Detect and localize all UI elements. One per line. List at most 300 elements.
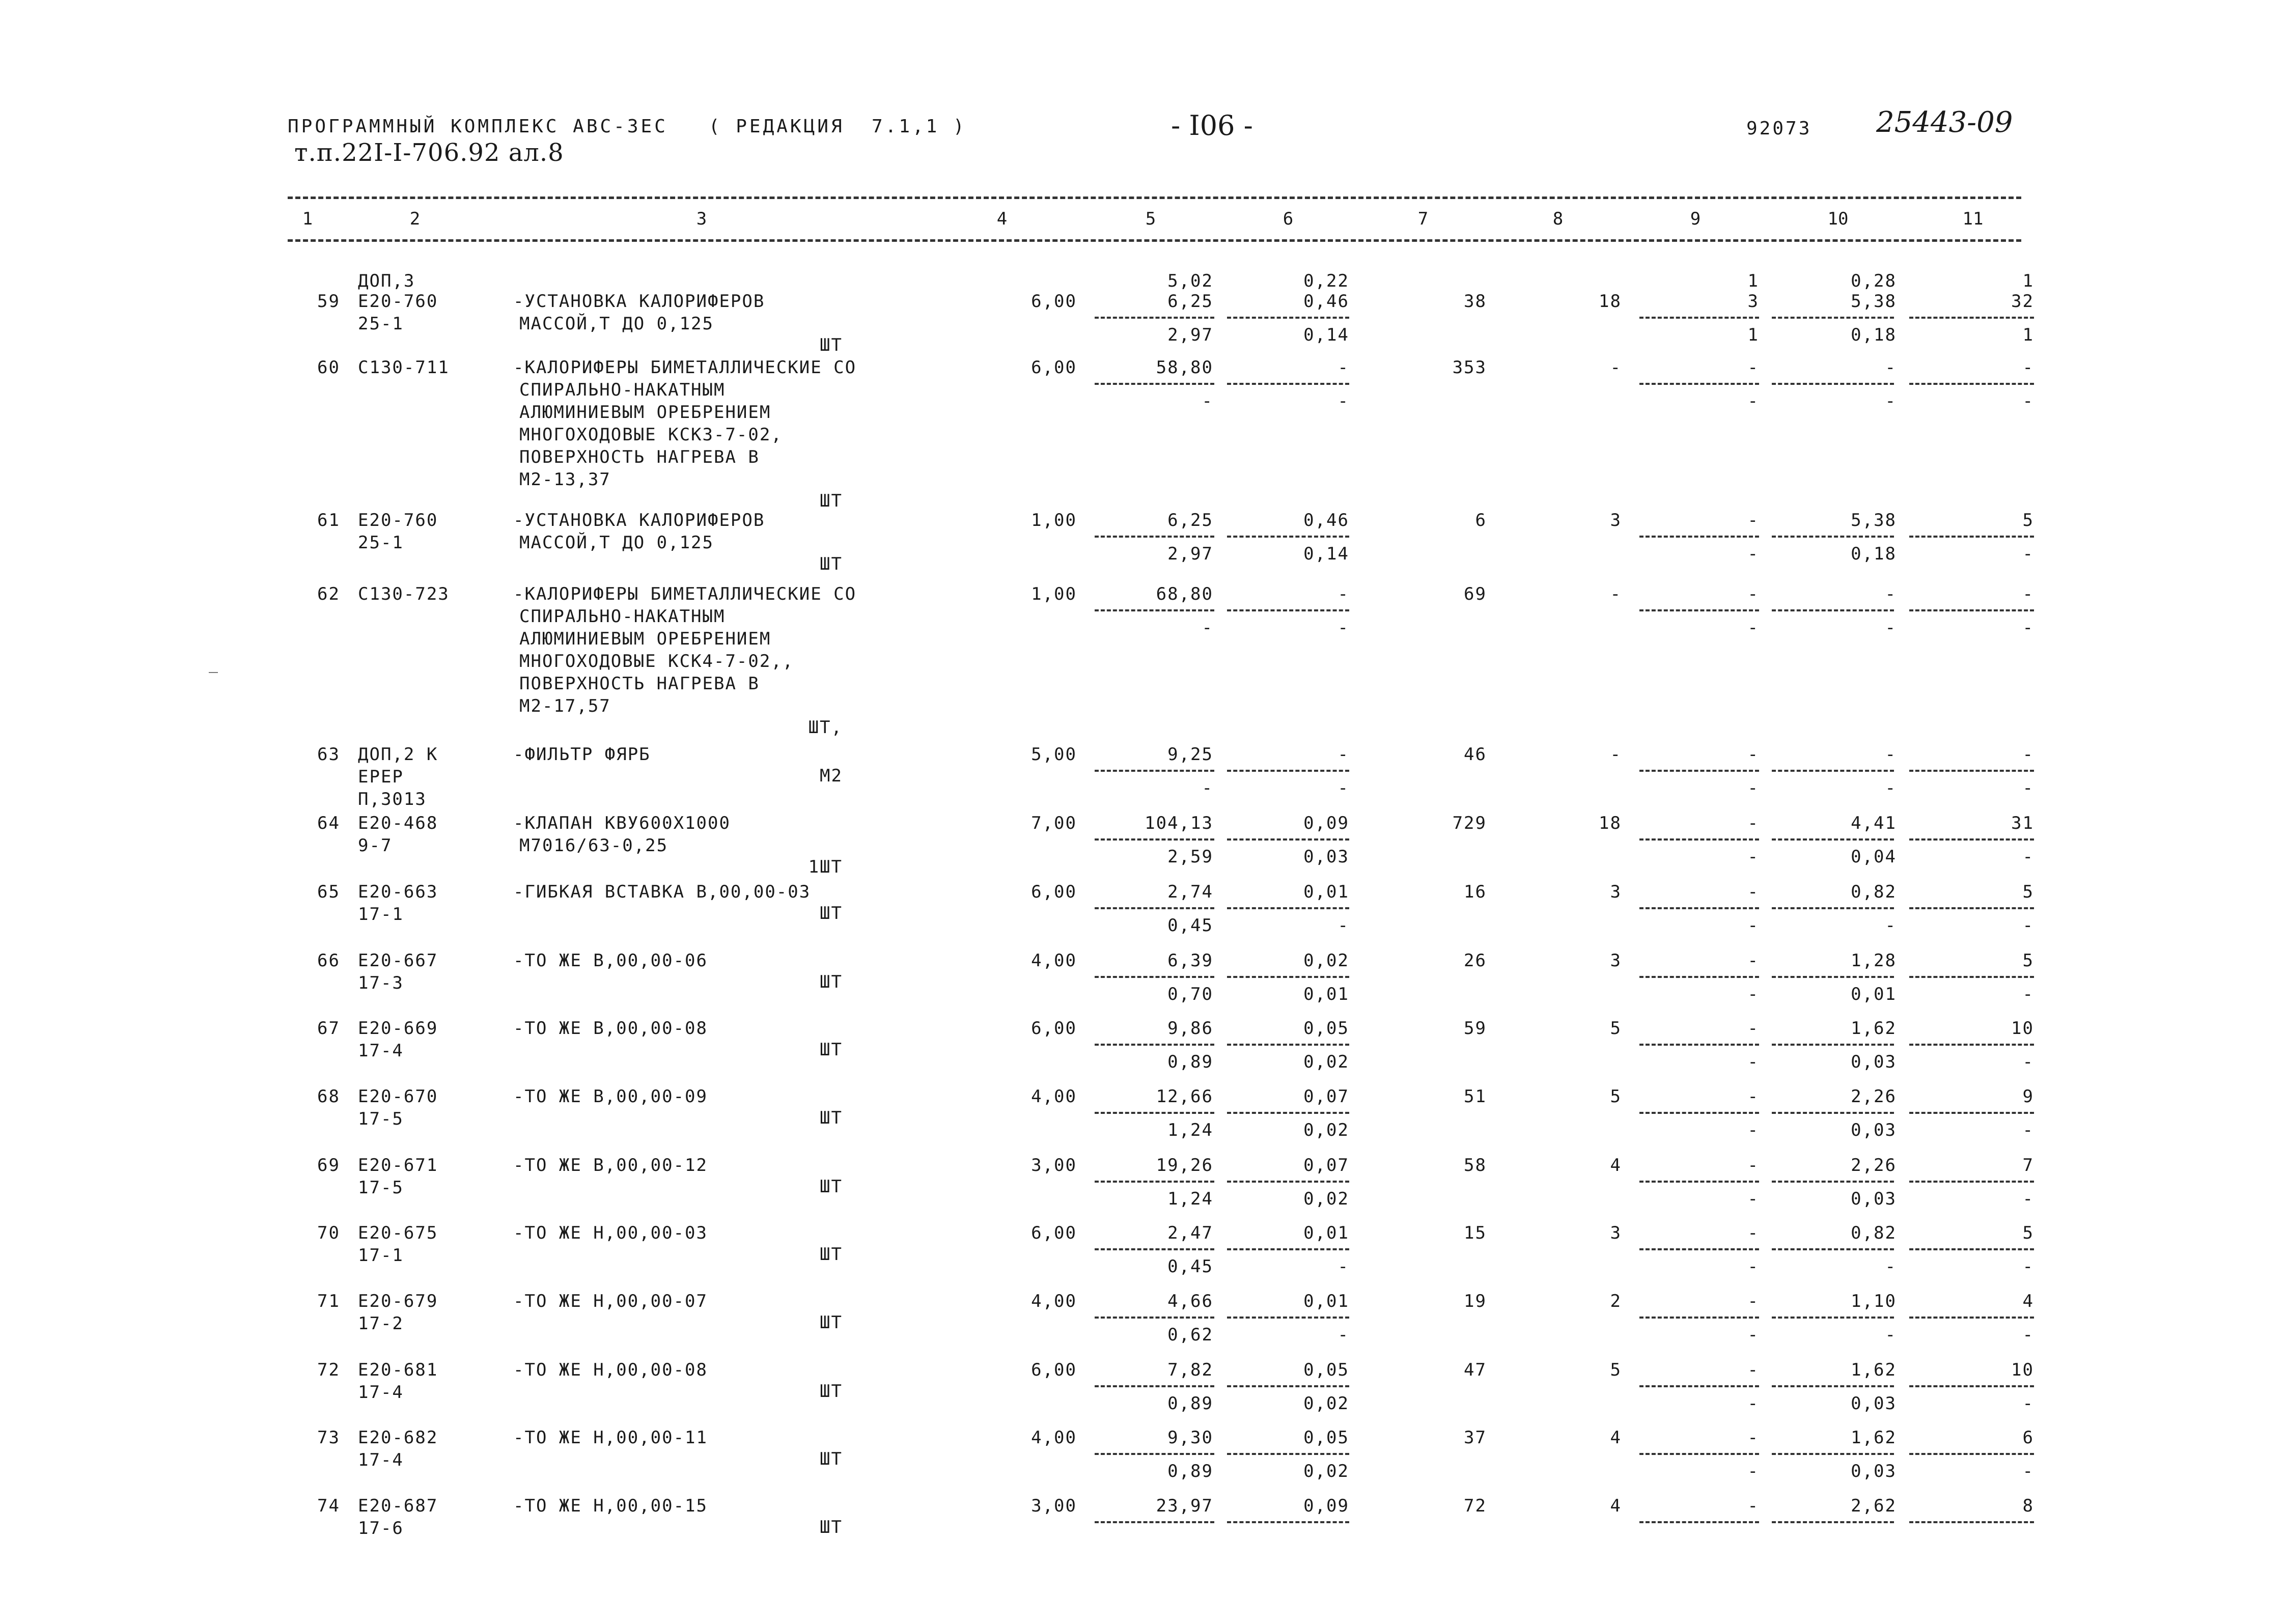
value-c6: - bbox=[1337, 584, 1349, 604]
work-description-line: СПИРАЛЬНО-НАКАТНЫМ bbox=[519, 606, 726, 627]
value-c5-lower: 2,97 bbox=[1167, 325, 1213, 345]
cell-separator bbox=[1772, 536, 1894, 538]
cell-separator bbox=[1772, 383, 1894, 385]
value-c6-upper: 0,22 bbox=[1303, 271, 1349, 291]
rate-code-sub: 17-4 bbox=[358, 1382, 404, 1403]
cell-separator bbox=[1772, 1112, 1894, 1114]
column-header: 8 bbox=[1552, 209, 1564, 229]
rate-code-sub: 17-1 bbox=[358, 1245, 404, 1266]
cell-separator bbox=[1909, 609, 2034, 611]
row-number: 62 bbox=[317, 584, 340, 604]
cell-separator bbox=[1772, 976, 1894, 978]
value-c6-lower: 0,03 bbox=[1303, 847, 1349, 867]
rate-code: Е20-675 bbox=[358, 1223, 438, 1243]
work-description-line: -ТО ЖЕ В,00,00-06 bbox=[513, 950, 708, 971]
value-c11: 5 bbox=[2022, 882, 2034, 902]
value-c5-lower: 0,62 bbox=[1167, 1325, 1213, 1345]
rate-code-sub: П,3013 bbox=[358, 789, 427, 809]
column-header: 7 bbox=[1417, 209, 1429, 229]
cell-separator bbox=[1227, 1044, 1349, 1046]
cell-separator bbox=[1639, 1317, 1759, 1319]
value-c10: 0,82 bbox=[1851, 882, 1897, 902]
value-c9-lower: - bbox=[1747, 391, 1759, 411]
value-c6: 0,46 bbox=[1303, 291, 1349, 312]
work-description-line: МНОГОХОДОВЫЕ КСК4-7-02,, bbox=[519, 651, 794, 671]
value-c8: - bbox=[1610, 357, 1622, 378]
value-c7: 59 bbox=[1464, 1018, 1487, 1039]
cell-separator bbox=[1227, 1248, 1349, 1250]
cell-separator bbox=[1639, 1044, 1759, 1046]
value-c11-lower: - bbox=[2022, 1461, 2034, 1481]
row-number: 63 bbox=[317, 744, 340, 765]
value-c8: - bbox=[1610, 584, 1622, 604]
rate-code: Е20-760 bbox=[358, 510, 438, 530]
cell-separator bbox=[1772, 1385, 1894, 1387]
value-c4: 4,00 bbox=[1031, 1086, 1077, 1107]
value-c4: 5,00 bbox=[1031, 744, 1077, 765]
value-c11: - bbox=[2022, 584, 2034, 604]
value-c5-lower: 0,89 bbox=[1167, 1052, 1213, 1072]
value-c10-lower: - bbox=[1885, 1325, 1897, 1345]
cell-separator bbox=[1639, 907, 1759, 909]
value-c11: 5 bbox=[2022, 510, 2034, 530]
value-c6: 0,07 bbox=[1303, 1155, 1349, 1175]
rate-code-sub: 17-3 bbox=[358, 973, 404, 993]
value-c11-lower: - bbox=[2022, 1189, 2034, 1209]
value-c5: 23,97 bbox=[1156, 1496, 1213, 1516]
value-c9: - bbox=[1747, 1291, 1759, 1311]
value-c9: - bbox=[1747, 510, 1759, 530]
value-c9: - bbox=[1747, 1360, 1759, 1380]
column-header: 1 bbox=[302, 209, 313, 229]
unit-of-measure: ШТ bbox=[820, 554, 843, 574]
value-c10-lower: 0,03 bbox=[1851, 1461, 1897, 1481]
value-c11-lower: 1 bbox=[2022, 325, 2034, 345]
cell-separator bbox=[1909, 1181, 2034, 1183]
value-c11: 32 bbox=[2011, 291, 2034, 312]
cell-separator bbox=[1227, 609, 1349, 611]
value-c6-lower: 0,02 bbox=[1303, 1120, 1349, 1140]
rate-code: Е20-671 bbox=[358, 1155, 438, 1175]
cell-separator bbox=[1227, 770, 1349, 772]
value-c9-lower: - bbox=[1747, 1461, 1759, 1481]
value-c4: 4,00 bbox=[1031, 1291, 1077, 1311]
row-number: 74 bbox=[317, 1496, 340, 1516]
value-c10: 1,10 bbox=[1851, 1291, 1897, 1311]
work-description-line: М2-17,57 bbox=[519, 696, 611, 716]
value-c4: 6,00 bbox=[1031, 1223, 1077, 1243]
unit-of-measure: М2 bbox=[820, 766, 843, 786]
cell-separator bbox=[1909, 907, 2034, 909]
value-c6-lower: 0,02 bbox=[1303, 1052, 1349, 1072]
value-c6-lower: - bbox=[1337, 1325, 1349, 1345]
value-c11-lower: - bbox=[2022, 984, 2034, 1004]
value-c6: 0,05 bbox=[1303, 1360, 1349, 1380]
value-c6-lower: - bbox=[1337, 618, 1349, 638]
value-c10: 2,26 bbox=[1851, 1155, 1897, 1175]
value-c9-lower: - bbox=[1747, 1393, 1759, 1414]
cell-separator bbox=[1227, 1112, 1349, 1114]
order-number: 92073 bbox=[1746, 118, 1812, 139]
cell-separator bbox=[1227, 1317, 1349, 1319]
cell-separator bbox=[1909, 317, 2034, 319]
value-c7: 19 bbox=[1464, 1291, 1487, 1311]
cell-separator bbox=[1909, 976, 2034, 978]
row-number: 60 bbox=[317, 357, 340, 378]
value-c8: 4 bbox=[1610, 1155, 1622, 1175]
value-c5: 2,47 bbox=[1167, 1223, 1213, 1243]
cell-separator bbox=[1095, 976, 1214, 978]
cell-separator bbox=[1227, 976, 1349, 978]
value-c11-lower: - bbox=[2022, 1120, 2034, 1140]
cell-separator bbox=[1095, 907, 1214, 909]
value-c8: 18 bbox=[1599, 291, 1622, 312]
cell-separator bbox=[1772, 838, 1894, 841]
value-c6: - bbox=[1337, 357, 1349, 378]
value-c10: 1,62 bbox=[1851, 1427, 1897, 1448]
value-c10-lower: 0,18 bbox=[1851, 544, 1897, 564]
value-c7: 16 bbox=[1464, 882, 1487, 902]
column-header: 5 bbox=[1145, 209, 1156, 229]
value-c7: 26 bbox=[1464, 950, 1487, 971]
value-c5: 6,25 bbox=[1167, 510, 1213, 530]
work-description-line: МНОГОХОДОВЫЕ КСК3-7-02, bbox=[519, 425, 783, 445]
column-header: 6 bbox=[1283, 209, 1294, 229]
value-c9: - bbox=[1747, 1018, 1759, 1039]
value-c10-upper: 0,28 bbox=[1851, 271, 1897, 291]
value-c11: 10 bbox=[2011, 1360, 2034, 1380]
value-c9-lower: - bbox=[1747, 1189, 1759, 1209]
value-c5-lower: 0,45 bbox=[1167, 915, 1213, 936]
value-c11-upper: 1 bbox=[2022, 271, 2034, 291]
cell-separator bbox=[1095, 383, 1214, 385]
value-c10-lower: - bbox=[1885, 1256, 1897, 1277]
cell-separator bbox=[1772, 609, 1894, 611]
unit-of-measure: ШТ bbox=[820, 1108, 843, 1128]
value-c5-lower: - bbox=[1202, 618, 1213, 638]
work-description-line: -ТО ЖЕ Н,00,00-11 bbox=[513, 1427, 708, 1448]
value-c9: - bbox=[1747, 813, 1759, 833]
column-header: 2 bbox=[409, 209, 421, 229]
value-c6-lower: 0,01 bbox=[1303, 984, 1349, 1004]
cell-separator bbox=[1095, 1521, 1214, 1523]
cell-separator bbox=[1639, 1181, 1759, 1183]
value-c11: - bbox=[2022, 744, 2034, 765]
value-c9-lower: - bbox=[1747, 778, 1759, 798]
value-c5-lower: 2,97 bbox=[1167, 544, 1213, 564]
value-c9: - bbox=[1747, 950, 1759, 971]
value-c11-lower: - bbox=[2022, 915, 2034, 936]
value-c10-lower: - bbox=[1885, 778, 1897, 798]
value-c11: 5 bbox=[2022, 1223, 2034, 1243]
value-c10-lower: 0,03 bbox=[1851, 1189, 1897, 1209]
cell-separator bbox=[1909, 1112, 2034, 1114]
value-c6-lower: - bbox=[1337, 1256, 1349, 1277]
row-number: 71 bbox=[317, 1291, 340, 1311]
value-c5-lower: 2,59 bbox=[1167, 847, 1213, 867]
unit-of-measure: ШТ, bbox=[808, 717, 843, 738]
value-c9: - bbox=[1747, 357, 1759, 378]
value-c8: 2 bbox=[1610, 1291, 1622, 1311]
row-number: 70 bbox=[317, 1223, 340, 1243]
value-c8: 3 bbox=[1610, 882, 1622, 902]
cell-separator bbox=[1095, 770, 1214, 772]
value-c5: 7,82 bbox=[1167, 1360, 1213, 1380]
work-description-line: -ТО ЖЕ В,00,00-12 bbox=[513, 1155, 708, 1175]
value-c5: 68,80 bbox=[1156, 584, 1213, 604]
value-c8: 18 bbox=[1599, 813, 1622, 833]
value-c6: 0,07 bbox=[1303, 1086, 1349, 1107]
value-c5: 2,74 bbox=[1167, 882, 1213, 902]
value-c6: 0,01 bbox=[1303, 1291, 1349, 1311]
cell-separator bbox=[1639, 609, 1759, 611]
value-c5-lower: 0,89 bbox=[1167, 1393, 1213, 1414]
rate-code: Е20-682 bbox=[358, 1427, 438, 1448]
rate-code-sub: 17-5 bbox=[358, 1109, 404, 1129]
value-c7: 58 bbox=[1464, 1155, 1487, 1175]
value-c6-lower: - bbox=[1337, 391, 1349, 411]
column-header: 10 bbox=[1827, 209, 1849, 229]
row-number: 65 bbox=[317, 882, 340, 902]
value-c9-lower: - bbox=[1747, 1325, 1759, 1345]
cell-separator bbox=[1772, 317, 1894, 319]
value-c6-lower: 0,02 bbox=[1303, 1393, 1349, 1414]
rate-code-sub: 25-1 bbox=[358, 314, 404, 334]
cell-separator bbox=[1639, 317, 1759, 319]
work-description-line: ПОВЕРХНОСТЬ НАГРЕВА В bbox=[519, 674, 760, 694]
value-c4: 1,00 bbox=[1031, 510, 1077, 530]
value-c9-lower: - bbox=[1747, 915, 1759, 936]
value-c4: 6,00 bbox=[1031, 882, 1077, 902]
rate-code-sub: ЕРЕР bbox=[358, 767, 404, 787]
value-c9-lower: - bbox=[1747, 618, 1759, 638]
value-c10-lower: 0,03 bbox=[1851, 1120, 1897, 1140]
cell-separator bbox=[1227, 1181, 1349, 1183]
cell-separator bbox=[1639, 383, 1759, 385]
value-c6: 0,09 bbox=[1303, 1496, 1349, 1516]
value-c9: - bbox=[1747, 744, 1759, 765]
rate-code: Е20-681 bbox=[358, 1360, 438, 1380]
work-description-line: -ТО ЖЕ Н,00,00-15 bbox=[513, 1496, 708, 1516]
value-c5: 9,25 bbox=[1167, 744, 1213, 765]
value-c9-lower: 1 bbox=[1747, 325, 1759, 345]
cell-separator bbox=[1772, 1181, 1894, 1183]
value-c5: 104,13 bbox=[1145, 813, 1213, 833]
cell-separator bbox=[1095, 536, 1214, 538]
value-c10-lower: 0,03 bbox=[1851, 1393, 1897, 1414]
rate-code-sub: 17-4 bbox=[358, 1041, 404, 1061]
value-c4: 3,00 bbox=[1031, 1496, 1077, 1516]
value-c11: 10 bbox=[2011, 1018, 2034, 1039]
cell-separator bbox=[1909, 1521, 2034, 1523]
work-description-line: -ТО ЖЕ Н,00,00-03 bbox=[513, 1223, 708, 1243]
work-description-line: -ГИБКАЯ ВСТАВКА В,00,00-03 bbox=[513, 882, 811, 902]
value-c9: - bbox=[1747, 1427, 1759, 1448]
cell-separator bbox=[1639, 1521, 1759, 1523]
value-c4: 3,00 bbox=[1031, 1155, 1077, 1175]
row-number: 64 bbox=[317, 813, 340, 833]
work-description-line: ПОВЕРХНОСТЬ НАГРЕВА В bbox=[519, 447, 760, 467]
value-c9: 3 bbox=[1747, 291, 1759, 312]
column-header: 9 bbox=[1690, 209, 1701, 229]
value-c9: - bbox=[1747, 1496, 1759, 1516]
value-c11-lower: - bbox=[2022, 618, 2034, 638]
cell-separator bbox=[1909, 383, 2034, 385]
row-number: 73 bbox=[317, 1427, 340, 1448]
value-c5: 12,66 bbox=[1156, 1086, 1213, 1107]
value-c9-lower: - bbox=[1747, 1256, 1759, 1277]
value-c7: 69 bbox=[1464, 584, 1487, 604]
value-c7: 37 bbox=[1464, 1427, 1487, 1448]
value-c5: 6,39 bbox=[1167, 950, 1213, 971]
cell-separator bbox=[1095, 317, 1214, 319]
document-number: 25443-09 bbox=[1876, 106, 2013, 139]
cell-separator bbox=[1909, 1248, 2034, 1250]
value-c10-lower: 0,01 bbox=[1851, 984, 1897, 1004]
cell-separator bbox=[1909, 536, 2034, 538]
value-c7: 6 bbox=[1475, 510, 1487, 530]
rate-code-sub: 17-4 bbox=[358, 1450, 404, 1470]
cell-separator bbox=[1639, 1385, 1759, 1387]
value-c10-lower: - bbox=[1885, 915, 1897, 936]
rate-code-sub: 17-2 bbox=[358, 1313, 404, 1334]
work-description-line: -КЛАПАН КВУ600Х1000 bbox=[513, 813, 731, 833]
value-c6-lower: 0,02 bbox=[1303, 1189, 1349, 1209]
value-c7: 729 bbox=[1452, 813, 1487, 833]
value-c9: - bbox=[1747, 1223, 1759, 1243]
cell-separator bbox=[1227, 317, 1349, 319]
cell-separator bbox=[1227, 838, 1349, 841]
unit-of-measure: ШТ bbox=[820, 1177, 843, 1197]
cell-separator bbox=[1227, 383, 1349, 385]
value-c7: 353 bbox=[1452, 357, 1487, 378]
value-c6-lower: - bbox=[1337, 915, 1349, 936]
column-header: 11 bbox=[1962, 209, 1984, 229]
cell-separator bbox=[1772, 1317, 1894, 1319]
value-c4: 1,00 bbox=[1031, 584, 1077, 604]
value-c5: 19,26 bbox=[1156, 1155, 1213, 1175]
unit-of-measure: ШТ bbox=[820, 1244, 843, 1265]
cell-separator bbox=[1772, 770, 1894, 772]
unit-of-measure: ШТ bbox=[820, 1449, 843, 1469]
cell-separator bbox=[1095, 1453, 1214, 1455]
cell-separator bbox=[1909, 1317, 2034, 1319]
value-c8: 3 bbox=[1610, 1223, 1622, 1243]
work-description-line: МАССОЙ,Т ДО 0,125 bbox=[519, 533, 714, 553]
cell-separator bbox=[1095, 1181, 1214, 1183]
work-description-line: МАССОЙ,Т ДО 0,125 bbox=[519, 314, 714, 334]
value-c4: 4,00 bbox=[1031, 950, 1077, 971]
value-c6: 0,46 bbox=[1303, 510, 1349, 530]
value-c6-lower: 0,14 bbox=[1303, 325, 1349, 345]
value-c4: 6,00 bbox=[1031, 1018, 1077, 1039]
value-c10: - bbox=[1885, 584, 1897, 604]
value-c11: 9 bbox=[2022, 1086, 2034, 1107]
value-c11-lower: - bbox=[2022, 544, 2034, 564]
value-c11-lower: - bbox=[2022, 1052, 2034, 1072]
value-c8: 4 bbox=[1610, 1427, 1622, 1448]
value-c9: - bbox=[1747, 1155, 1759, 1175]
value-c5-lower: - bbox=[1202, 778, 1213, 798]
value-c10: 2,26 bbox=[1851, 1086, 1897, 1107]
work-description-line: -ТО ЖЕ В,00,00-09 bbox=[513, 1086, 708, 1107]
value-c10: 5,38 bbox=[1851, 510, 1897, 530]
value-c10: 1,62 bbox=[1851, 1018, 1897, 1039]
value-c10: - bbox=[1885, 357, 1897, 378]
value-c6-lower: 0,14 bbox=[1303, 544, 1349, 564]
cell-separator bbox=[1772, 1044, 1894, 1046]
value-c8: 3 bbox=[1610, 950, 1622, 971]
value-c10: 1,62 bbox=[1851, 1360, 1897, 1380]
value-c9: - bbox=[1747, 584, 1759, 604]
cell-separator bbox=[1639, 976, 1759, 978]
value-c5: 4,66 bbox=[1167, 1291, 1213, 1311]
rate-code: ДОП,2 К bbox=[358, 744, 438, 765]
value-c7: 51 bbox=[1464, 1086, 1487, 1107]
value-c7: 47 bbox=[1464, 1360, 1487, 1380]
work-description-line: -ТО ЖЕ Н,00,00-07 bbox=[513, 1291, 708, 1311]
unit-of-measure: ШТ bbox=[820, 335, 843, 355]
rate-code-sub: 17-6 bbox=[358, 1518, 404, 1538]
value-c11: 5 bbox=[2022, 950, 2034, 971]
value-c4: 7,00 bbox=[1031, 813, 1077, 833]
value-c8: 5 bbox=[1610, 1360, 1622, 1380]
value-c9-lower: - bbox=[1747, 1120, 1759, 1140]
row-number: 69 bbox=[317, 1155, 340, 1175]
cell-separator bbox=[1227, 536, 1349, 538]
program-title: ПРОГРАММНЫЙ КОМПЛЕКС АВС-3ЕС ( РЕДАКЦИЯ 7.1,1 ) bbox=[288, 116, 967, 137]
value-c10-lower: 0,04 bbox=[1851, 847, 1897, 867]
page-number: - I06 - bbox=[1171, 109, 1253, 142]
value-c6: 0,01 bbox=[1303, 882, 1349, 902]
value-c5: 9,86 bbox=[1167, 1018, 1213, 1039]
value-c8: 5 bbox=[1610, 1086, 1622, 1107]
value-c9-lower: - bbox=[1747, 984, 1759, 1004]
row-number: 67 bbox=[317, 1018, 340, 1039]
unit-of-measure: 1ШТ bbox=[808, 857, 843, 877]
value-c6: 0,05 bbox=[1303, 1018, 1349, 1039]
row-number: 59 bbox=[317, 291, 340, 312]
value-c8: - bbox=[1610, 744, 1622, 765]
value-c10: 1,28 bbox=[1851, 950, 1897, 971]
cell-separator bbox=[1095, 609, 1214, 611]
cell-separator bbox=[1095, 1248, 1214, 1250]
row-number: 61 bbox=[317, 510, 340, 530]
value-c9-lower: - bbox=[1747, 544, 1759, 564]
value-c4: 6,00 bbox=[1031, 1360, 1077, 1380]
row-number: 68 bbox=[317, 1086, 340, 1107]
cell-separator bbox=[1909, 770, 2034, 772]
value-c4: 6,00 bbox=[1031, 357, 1077, 378]
row-number: 72 bbox=[317, 1360, 340, 1380]
work-description-line: -КАЛОРИФЕРЫ БИМЕТАЛЛИЧЕСКИЕ СО bbox=[513, 584, 857, 604]
value-c11-lower: - bbox=[2022, 1393, 2034, 1414]
cell-separator bbox=[1095, 1044, 1214, 1046]
cell-separator bbox=[1909, 1385, 2034, 1387]
value-c5-lower: 1,24 bbox=[1167, 1120, 1213, 1140]
cell-separator bbox=[1639, 1112, 1759, 1114]
value-c11: 31 bbox=[2011, 813, 2034, 833]
cell-separator bbox=[1639, 1248, 1759, 1250]
value-c8: 3 bbox=[1610, 510, 1622, 530]
unit-of-measure: ШТ bbox=[820, 1312, 843, 1333]
work-description-line: М2-13,37 bbox=[519, 469, 611, 490]
cell-separator bbox=[1095, 1385, 1214, 1387]
value-c9-upper: 1 bbox=[1747, 271, 1759, 291]
rate-code-sub: 17-1 bbox=[358, 904, 404, 925]
rate-code: Е20-663 bbox=[358, 882, 438, 902]
value-c10-lower: - bbox=[1885, 391, 1897, 411]
